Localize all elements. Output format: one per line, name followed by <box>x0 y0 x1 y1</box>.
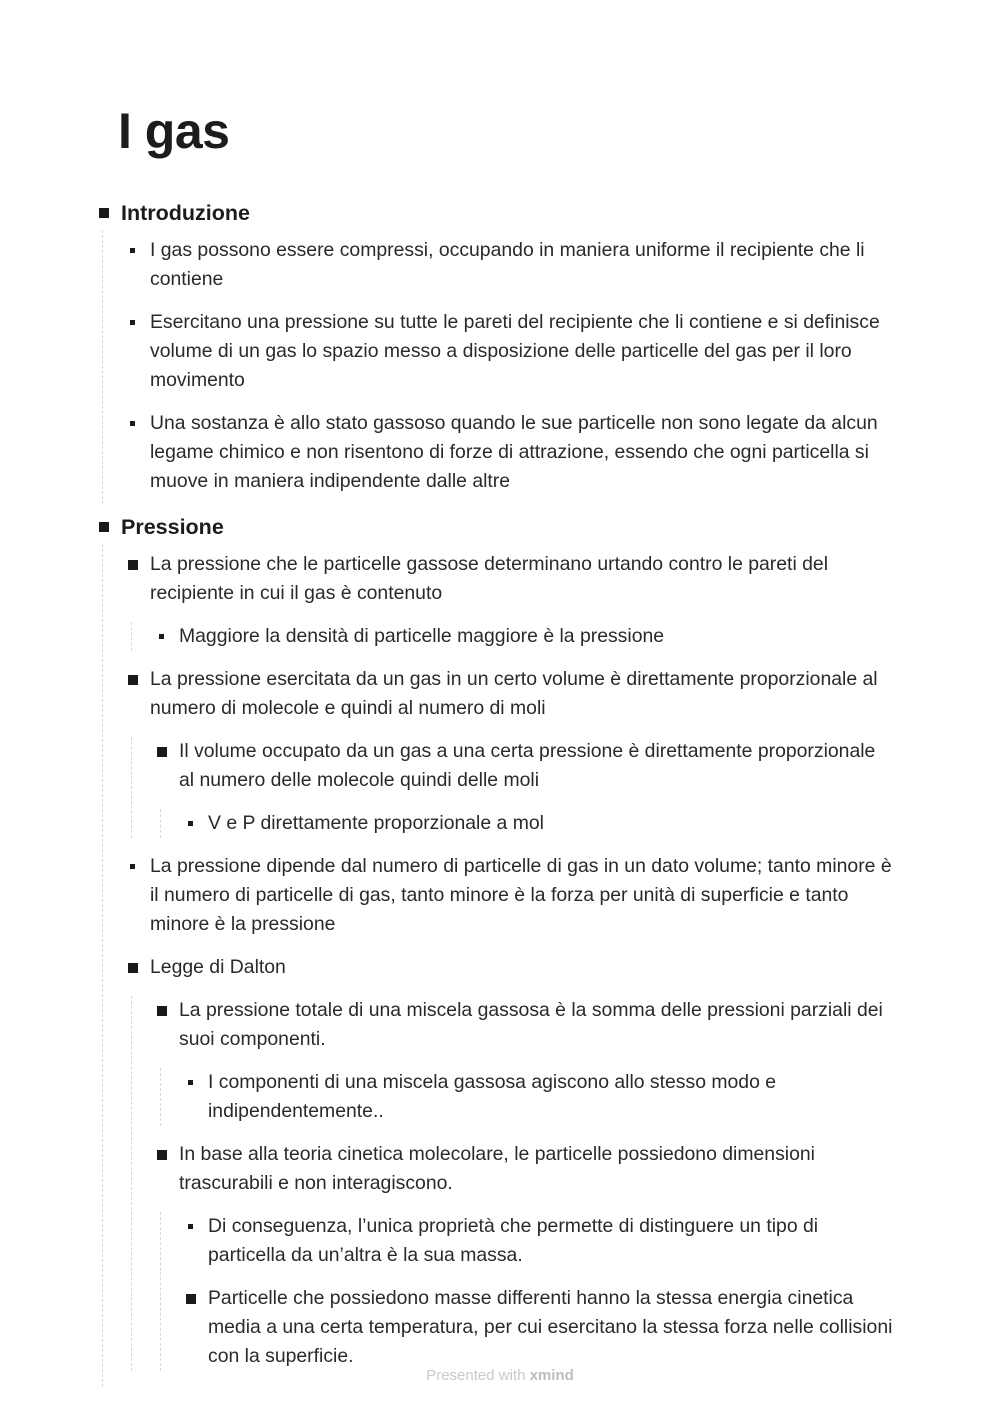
item-children <box>160 1212 895 1371</box>
outline-item <box>124 665 895 838</box>
outline-item-text: In base alla teoria cinetica molecolare, le particelle possiedono dimensioni trascurabili e non interagiscono. <box>179 1143 815 1194</box>
outline-item <box>153 622 895 651</box>
outline-item-text: La pressione esercitata da un gas in un certo volume è direttamente proporzionale al numero di molecole e quindi al numero di moli <box>150 668 878 719</box>
outline-item <box>182 809 895 838</box>
square-bullet-icon <box>128 560 138 570</box>
outline-item <box>153 737 895 838</box>
outline-item-text: Esercitano una pressione su tutte le pareti del recipiente che li contiene e si definisce volume di un gas lo spazio messo a disposizione delle particelle del gas per il loro movimento <box>150 311 880 391</box>
outline-item <box>182 1212 895 1270</box>
outline-item-text: La pressione dipende dal numero di particelle di gas in un dato volume; tanto minore è il numero di particelle di gas, tanto minore è la forza per unità di superficie e tanto minore è la pressione <box>150 855 892 935</box>
dot-bullet-icon <box>130 248 135 253</box>
outline-item-text: I gas possono essere compressi, occupando in maniera uniforme il recipiente che li contiene <box>150 239 865 290</box>
section-children <box>102 544 895 1387</box>
outline-item-text: I componenti di una miscela gassosa agiscono allo stesso modo e indipendentemente.. <box>208 1071 777 1122</box>
square-bullet-icon <box>157 747 167 757</box>
dot-bullet-icon <box>188 1224 193 1229</box>
section-pressione <box>95 510 895 1387</box>
square-bullet-icon <box>128 963 138 973</box>
square-bullet-icon <box>99 208 109 218</box>
square-bullet-icon <box>128 675 138 685</box>
xmind-logo: xmind <box>529 1367 574 1384</box>
square-bullet-icon <box>157 1150 167 1160</box>
item-children <box>131 996 895 1371</box>
outline-item-text: La pressione che le particelle gassose determinano urtando contro le pareti del recipiente in cui il gas è contenuto <box>150 553 829 604</box>
square-bullet-icon <box>186 1294 196 1304</box>
outline-item-text: Il volume occupato da un gas a una certa pressione è direttamente proporzionale al numero delle molecole quindi delle moli <box>179 740 876 791</box>
outline-item <box>124 236 895 294</box>
item-children <box>131 622 895 651</box>
item-children <box>160 809 895 838</box>
outline-item-text: Di conseguenza, l’unica proprietà che permette di distinguere un tipo di particella da un’altra è la sua massa. <box>208 1215 819 1266</box>
dot-bullet-icon <box>130 421 135 426</box>
square-bullet-icon <box>99 522 109 532</box>
outline-item-text: V e P direttamente proporzionale a mol <box>208 812 544 834</box>
section-introduzione <box>95 196 895 504</box>
section-heading: Introduzione <box>121 201 250 225</box>
outline-item-text: Maggiore la densità di particelle maggiore è la pressione <box>179 625 665 647</box>
outline-item <box>124 550 895 651</box>
dot-bullet-icon <box>130 320 135 325</box>
section-heading: Pressione <box>121 515 224 539</box>
outline-item-text: Particelle che possiedono masse differenti hanno la stessa energia cinetica media a una certa temperatura, per cui esercitano la stessa forza nelle collisioni con la superficie. <box>208 1287 893 1367</box>
square-bullet-icon <box>157 1006 167 1016</box>
dot-bullet-icon <box>159 634 164 639</box>
outline-item <box>124 409 895 496</box>
footer-prefix: Presented with <box>426 1367 530 1384</box>
dot-bullet-icon <box>188 821 193 826</box>
outline-item-text: La pressione totale di una miscela gassosa è la somma delle pressioni parziali dei suoi componenti. <box>179 999 883 1050</box>
outline-item <box>124 852 895 939</box>
outline-item <box>182 1284 895 1371</box>
footer-credit <box>0 1367 1000 1384</box>
item-children <box>131 737 895 838</box>
page-title: I gas <box>118 103 230 159</box>
outline-item <box>124 308 895 395</box>
dot-bullet-icon <box>130 864 135 869</box>
outline <box>95 196 895 1393</box>
outline-item <box>124 953 895 1371</box>
dot-bullet-icon <box>188 1080 193 1085</box>
outline-item <box>153 996 895 1126</box>
outline-item-text: Legge di Dalton <box>150 956 286 978</box>
outline-item <box>182 1068 895 1126</box>
outline-item <box>153 1140 895 1371</box>
outline-item-text: Una sostanza è allo stato gassoso quando le sue particelle non sono legate da alcun legame chimico e non risentono di forze di attrazione, essendo che ogni particella si muove in maniera indipendente dalle altre <box>150 412 878 492</box>
section-children <box>102 230 895 504</box>
item-children <box>160 1068 895 1126</box>
